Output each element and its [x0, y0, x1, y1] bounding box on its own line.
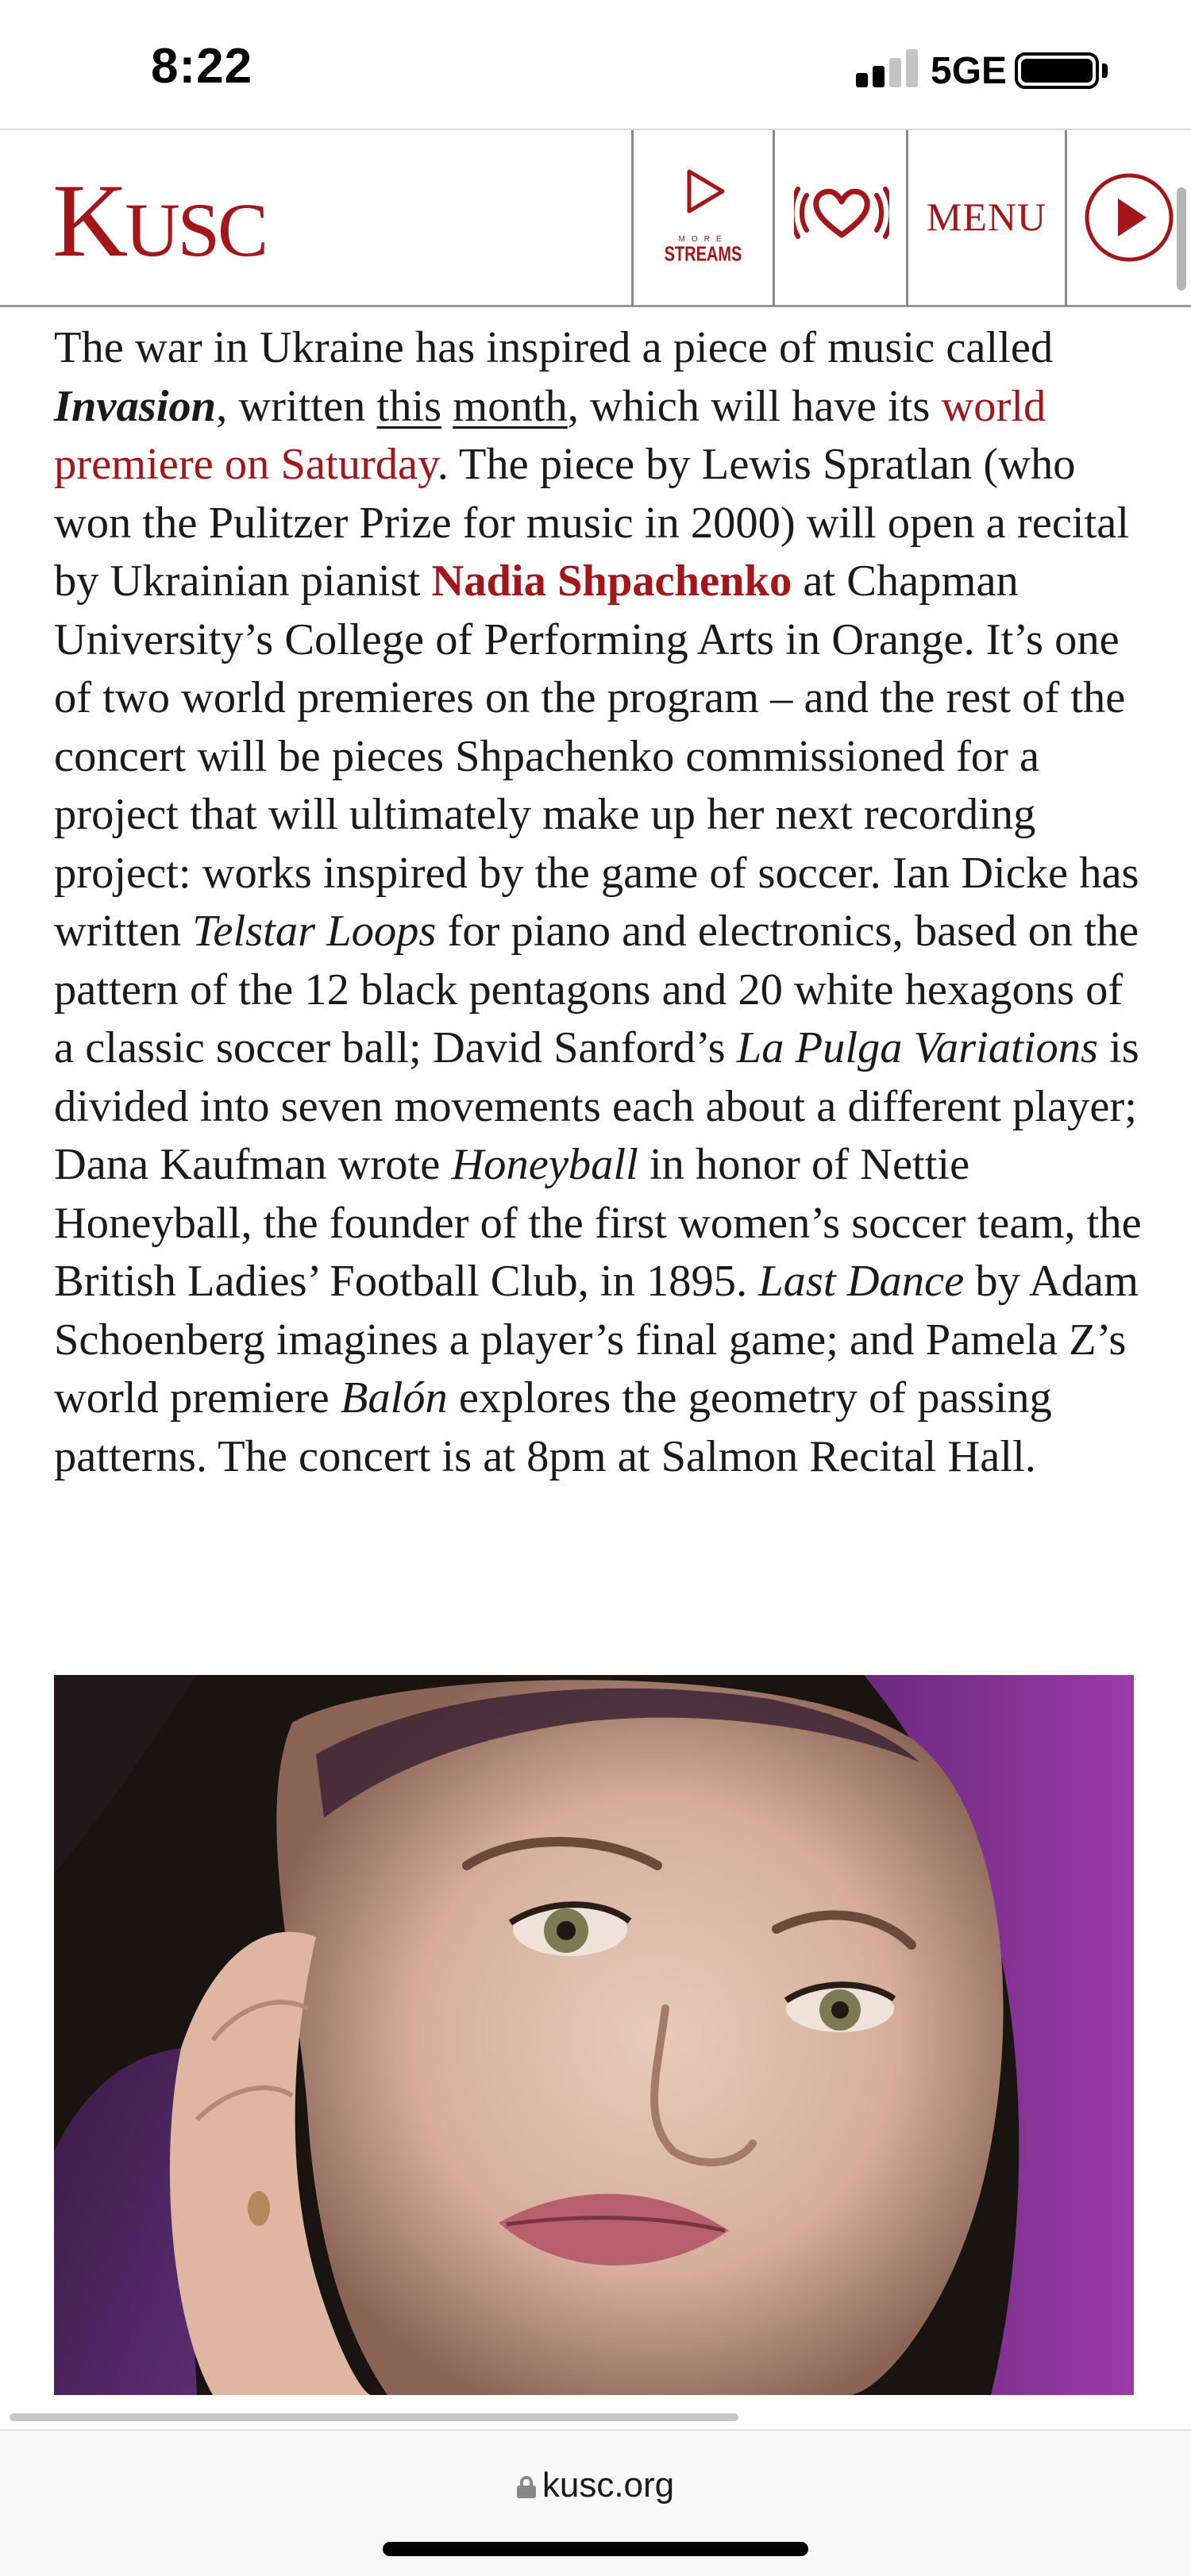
work-title-honeyball: Honeyball [451, 1140, 638, 1189]
play-circle-icon [1083, 171, 1175, 264]
play-outline-icon [686, 168, 726, 214]
work-title-telstar-loops: Telstar Loops [192, 907, 437, 956]
portrait-image [54, 1675, 1134, 2395]
url-text: kusc.org [542, 2466, 675, 2505]
article-photo [54, 1675, 1134, 2395]
work-title-la-pulga: La Pulga Variations [736, 1023, 1098, 1072]
menu-label: MENU [926, 194, 1047, 239]
link-month[interactable]: month [453, 381, 568, 431]
play-button[interactable] [1065, 130, 1191, 306]
article-paragraph: The war in Ukraine has inspired a piece of music called Invasion, written this month, which will have its world premiere on Saturday. The piece by Lewis Spratlan (who won the Pulitzer Prize for music in 2000) will open a recital by Ukrainian pianist Nadia Shpachenko at Chapman University’s College of Performing Arts in Orange. It’s one of two world premieres on the program – and the rest of the concert will be pieces Shpachenko commissioned for a project that will ultimately make up her next recording project: works inspired by the game of soccer. Ian Dicke has written Telstar Loops for piano and electronics, based on the pattern of the 12 black pentagons and 20 white hexagons of a classic soccer ball; David Sanford’s La Pulga Variations is divided into seven movements each about a different player; Dana Kaufman wrote Honeyball in honor of Nettie Honeyball, the founder of the first women’s soccer team, the British Ladies’ Football Club, in 1895. Last Dance by Adam Schoenberg imagines a player’s final game; and Pamela Z’s world premiere Balón explores the geometry of passing patterns. The concert is at 8pm at Salmon Recital Hall. [54, 323, 1142, 1481]
work-title-invasion: Invasion [54, 381, 217, 431]
home-indicator[interactable] [383, 2542, 808, 2556]
browser-bottom-bar [0, 2429, 1191, 2576]
link-world-premiere[interactable]: world premiere on Saturday [54, 381, 1046, 489]
more-streams-button[interactable] [631, 130, 773, 306]
link-this[interactable]: this [376, 381, 442, 431]
network-type: 5GE [931, 50, 1008, 92]
streams-label: STREAMS [664, 243, 742, 267]
heart-radio-icon [794, 183, 889, 246]
address-bar[interactable] [0, 2466, 1191, 2505]
more-label: MORE [678, 235, 728, 244]
status-bar [0, 0, 1191, 129]
work-title-balon: Balón [340, 1373, 448, 1423]
link-nadia-shpachenko[interactable]: Nadia Shpachenko [431, 556, 792, 606]
vertical-scrollbar[interactable] [1177, 187, 1186, 291]
favorites-button[interactable] [773, 130, 906, 306]
lock-icon [517, 2476, 536, 2498]
site-header [0, 129, 1191, 307]
battery-tip [1102, 64, 1108, 78]
horizontal-scrollbar[interactable] [10, 2413, 738, 2421]
signal-strength-icon [856, 48, 919, 87]
kusc-logo[interactable]: KUSC [52, 162, 267, 279]
battery-icon [1015, 52, 1099, 89]
work-title-last-dance: Last Dance [758, 1257, 965, 1306]
status-time: 8:22 [151, 39, 253, 94]
menu-button[interactable] [906, 130, 1065, 306]
